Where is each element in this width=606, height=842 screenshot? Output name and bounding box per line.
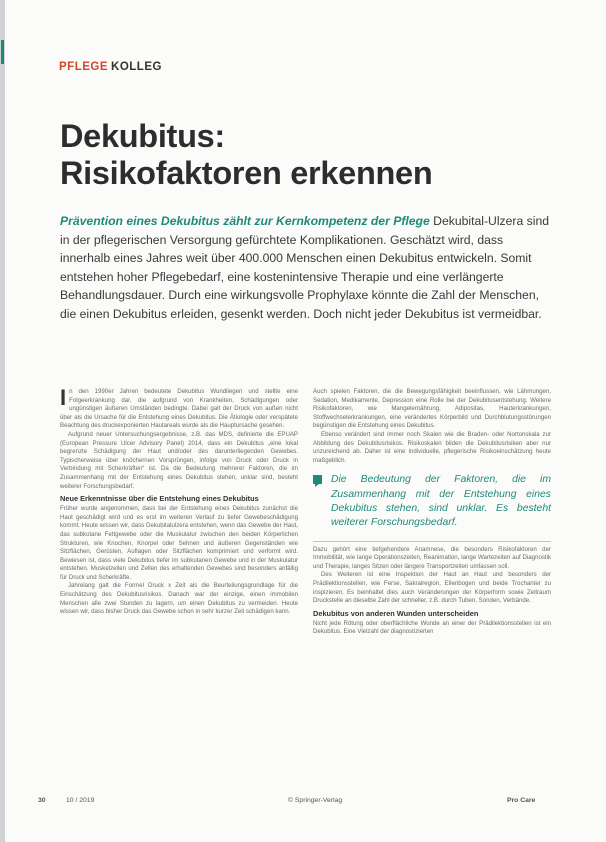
paragraph: Jahrelang galt die Formel Druck x Zeit als die Beurteilungsgrundlage für die Einschätzung des Dekubitusrisikos. Danach war der einzige, einen immobilen Menschen alle zwei Stunden zu lagern, um einen Dekubitus zu vermeiden. Heute wissen wir, dass bisher Druck das Gewebe schon in sehr kurzer Zeit schädigen kann. bbox=[60, 582, 298, 616]
kicker-pflege: PFLEGE bbox=[59, 61, 109, 73]
paragraph: Aufgrund neuer Untersuchungsergebnisse, z.B. das MDS, definierte die EPUAP (European Pressure Ulcer Advisory Panel) 2014, dass ein Dekubitus „eine lokal begrenzte Schädigung der Haut und/oder des darunterliegenden Gewebes. Typischerweise über knöchernen Vorsprüngen, infolge von Druck oder Druck in Verbindung mit Scherkräften“ ist. Da die Bedeutung mehrerer Faktoren, die im Zusammenhang mit der Entstehung eines Dekubitus stehen, unklar sind, besteht weiterer Forschungsbedarf. bbox=[60, 430, 298, 490]
speech-bubble-icon bbox=[313, 475, 322, 484]
paragraph: Dazu gehört eine tiefgehendere Anamnese, die besonders Risikofaktoren der Immobilität, wie lange Operationszeiten, Reanimation, lange Wartezeiten auf Diagnostik und Therapie, langes Sitzen oder längere Transportzeiten umfassen soll. bbox=[313, 545, 551, 570]
kicker-kolleg: KOLLEG bbox=[111, 61, 162, 73]
paragraph-text: n den 1990er Jahren bedeutete Dekubitus Wundliegen und stellte eine Folgeerkrankung dar, die aufgrund von Krankheiten, Schädigungen oder ungünstigen äußeren Umständen bedingte. Dabei galt der Druck von außen nicht über als die Ursache für die Entstehung eines Dekubitus. Die Ätiologie oder verspätete Beachtung des druckexponierten Hautareals wurde als die Hauptursache gesehen. bbox=[60, 388, 298, 430]
page-edge-bar bbox=[0, 0, 5, 842]
pull-quote-divider bbox=[313, 541, 551, 542]
issue-label: 10 / 2019 bbox=[66, 797, 95, 804]
title-line-1: Dekubitus: bbox=[60, 118, 225, 154]
pull-quote-text: Die Bedeutung der Faktoren, die im Zusammenhang mit der Entstehung eines Dekubitus stehen, sind unklar. Es besteht weiterer Forschungsbedarf. bbox=[331, 474, 551, 529]
section-subheading: Dekubitus von anderen Wunden unterscheiden bbox=[313, 608, 479, 618]
paragraph: Des Weiteren ist eine Inspektion der Haut an Haut und besonders der Prädilektionsstellen, wie Ferse, Sakralregion, Ellenbogen und beide Trochanter zu inspizieren. Es beinhaltet dies auch Veränderungen der Körperform sowie Zeitraum Druckstelle an dieselbe Zahl der schneller, z.B. durch Tuben, Sonden, Verbände. bbox=[313, 571, 551, 605]
paragraph bbox=[60, 385, 298, 431]
magazine-name: Pro Care bbox=[507, 797, 536, 804]
body-column-right bbox=[313, 388, 551, 637]
paragraph: Nicht jede Rötung oder oberflächliche Wunde an einer der Prädilektionsstellen ist ein Dekubitus. Eine Vielzahl der diagnostizierten bbox=[313, 619, 551, 636]
pull-quote bbox=[313, 473, 551, 530]
paragraph: Auch spielen Faktoren, die die Bewegungsfähigkeit beeinflussen, wie Lähmungen, Sedation, Medikamente, Depression eine Rolle bei der Dekubitusentstehung. Weitere Risikofaktoren, wie Mangelernährung, Adipositas, Hauterkrankungen, Stoffwechselerkrankungen, eine verändertes Körperbild und Durchblutungsstörungen begünstigen die Entstehung eines Dekubitus. bbox=[313, 388, 551, 430]
intro-lead: Prävention eines Dekubitus zählt zur Kernkompetenz der Pflege bbox=[60, 214, 430, 228]
publisher-label: © Springer-Verlag bbox=[288, 797, 343, 804]
paragraph: Früher wurde angenommen, dass bei der Entstehung eines Dekubitus zunächst die Haut geschädigt wird und es erst im weiteren Verlauf zu tiefer Gewebeschädigung kommt. Heute wissen wir, dass Dekubitalulzera entstehen, wenn das Gewebe der Haut, das subkutane Fettgewebe oder die Muskulatur zwischen den beiden Körperlichen Strukturen, wie Knochen, Knorpel oder Sehnen und äußeren Gegenständen wie Sitzflächen, Gerüsten, Auflagen oder Sitzflächen komprimiert und verformt wird. Bewiesen ist, dass viele Dekubitus tiefer im subkutanen Gewebe und in der Muskulatur entstehen. Muskelzellen und Zellen des erhaltenden Gewebes sind besonders anfällig für Druck und Scherkräfte. bbox=[60, 505, 298, 581]
section-tab-marker bbox=[1, 40, 4, 64]
page-number: 30 bbox=[38, 797, 46, 804]
paragraph: Ebenso verändert sind immer noch Skalen wie die Braden- oder Nortonskala zur Abbildung des Dekubitusrisikos. Risikoskalen bilden die Dekubitusrisiken aber nur unzureichend ab. Daher ist eine individuelle, pflegerische Risikoeinschätzung heute maßgeblich. bbox=[313, 430, 551, 464]
article-title bbox=[60, 118, 432, 192]
section-kicker bbox=[59, 61, 162, 73]
article-intro bbox=[60, 212, 552, 324]
section-subheading: Neue Erkenntnisse über die Entstehung eines Dekubitus bbox=[60, 494, 259, 504]
body-column-left bbox=[60, 385, 298, 617]
intro-text: Dekubital-Ulzera sind in der pflegerischen Versorgung gefürchtete Komplikationen. Geschätzt wird, dass innerhalb eines Jahres weit über 400.000 Menschen einen Dekubitus entwickeln. Somit entstehen hoher Pflegebedarf, eine kostenintensive Therapie und eine verlängerte Behandlungsdauer. Durch eine wirkungsvolle Prophylaxe könnte die Zahl der Menschen, die einen Dekubitus erleiden, gesenkt werden. Doch nicht jeder Dekubitus ist vermeidbar. bbox=[60, 214, 550, 321]
drop-cap: I bbox=[60, 385, 67, 410]
title-line-2: Risikofaktoren erkennen bbox=[60, 155, 433, 191]
